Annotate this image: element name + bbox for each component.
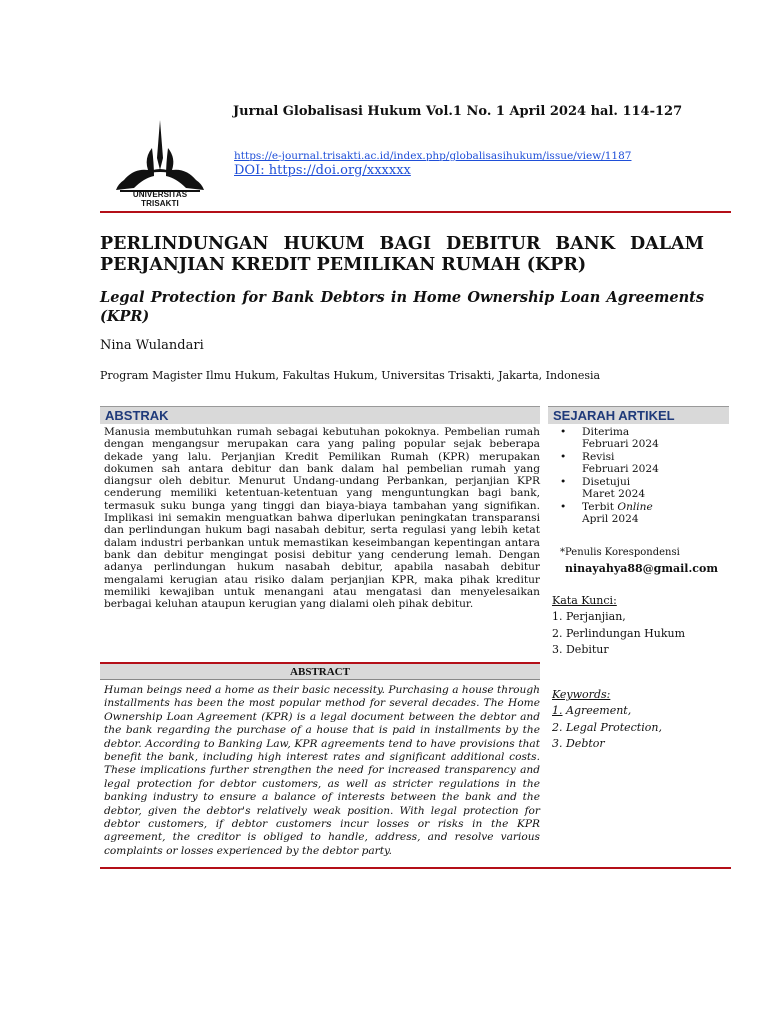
kata-kunci-item: 3. Debitur — [552, 643, 609, 656]
title-line-1: PERLINDUNGAN HUKUM BAGI DEBITUR BANK DALAM — [100, 234, 704, 254]
kata-kunci-item: 1. Perjanjian, — [552, 610, 626, 623]
footer-divider — [100, 867, 731, 869]
abstrak-body: Manusia membutuhkan rumah sebagai kebutuhan pokoknya. Pembelian rumah dengan mengangsur merupakan cara yang paling popular sejak beberapa dekade yang lalu. Perjanjian Kredit Pemilikan Rumah (KPR) merupakan dokumen sah antara debitur dan bank dalam hal pembelian rumah yang diangsur oleh debitur. Menurut Undang-undang Perbankan, perjanjian KPR cenderung memiliki ketentuan-ketentuan yang menguntungkan bagi bank, termasuk suku bunga yang tinggi dan biaya-biaya tambahan yang signifikan. Implikasi ini semakin menguatkan bahwa diperlukan peningkatan transparansi dan perlindungan hukum bagi nasabah debitur, serta regulasi yang lebih ketat dalam industri perbankan untuk memastikan keseimbangan kepentingan antara bank dan debitur mengingat posisi debitur yang cenderung lemah. Dengan adanya perlindungan hukum nasabah debitur, apabila nasabah debitur mengalami kerugian atau risiko dalam perjanjian KPR, maka pihak kreditur memiliki kewajiban untuk menangani atau mengatasi dan menyelesaikan berbagai keluhan ataupun kerugian yang dialami oleh pihak debitur. — [104, 426, 540, 611]
correspondence-email[interactable]: ninayahya88@gmail.com — [565, 562, 718, 575]
article-title — [100, 234, 704, 276]
keyword-item: 3. Debtor — [552, 737, 605, 750]
abstract-body: Human beings need a home as their basic necessity. Purchasing a house through installments has been the most popular method for several decades. The Home Ownership Loan Agreement (KPR) is a legal document between the debtor and the bank regarding the purchase of a house that is paid in installments by the debtor. According to Banking Law, KPR agreements tend to have provisions that benefit the bank, including high interest rates and significant additional costs. These implications further strengthen the need for increased transparency and legal protection for debtor customers, as well as stricter regulations in the banking industry to ensure a balance of interests between the bank and the debtor, given the debtor's relatively weak position. With legal protection for debtor customers, if debtor customers incur losses or risks in the KPR agreement, the creditor is obliged to handle, address, and resolve various complaints or losses experienced by the debtor party. — [104, 684, 540, 857]
kata-kunci-item: 2. Perlindungan Hukum — [552, 626, 686, 640]
abstract-divider — [100, 679, 540, 680]
keywords-heading: Keywords: — [552, 688, 611, 701]
subtitle-line-2: (KPR) — [100, 308, 150, 325]
history-item: • Terbit Online April 2024 — [560, 501, 653, 526]
article-subtitle — [100, 288, 704, 326]
subtitle-line-1: Legal Protection for Bank Debtors in Home Ownership Loan Agreements — [100, 289, 704, 306]
correspondence-label: *Penulis Korespondensi — [560, 547, 680, 558]
history-item: • Disetujui Maret 2024 — [560, 476, 646, 500]
keyword-item: 2. Legal Protection, — [552, 720, 662, 734]
journal-info: Jurnal Globalisasi Hukum Vol.1 No. 1 April 2024 hal. 114-127 — [233, 104, 683, 119]
issue-link[interactable]: https://e-journal.trisakti.ac.id/index.php/globalisasihukum/issue/view/1187 — [234, 150, 632, 162]
history-heading: SEJARAH ARTIKEL — [548, 406, 729, 424]
kata-kunci-list — [552, 609, 685, 659]
history-item: • Revisi Februari 2024 — [560, 451, 659, 475]
header-divider — [100, 211, 731, 213]
abstract-heading: ABSTRACT — [100, 662, 540, 680]
logo-text: UNIVERSITAS TRISAKTI — [132, 190, 188, 208]
author-name: Nina Wulandari — [100, 338, 204, 353]
abstrak-heading: ABSTRAK — [100, 406, 540, 424]
history-list — [556, 427, 736, 527]
history-item: • Diterima Februari 2024 — [560, 426, 659, 450]
keywords-list — [552, 703, 662, 753]
doi-link[interactable]: DOI: https://doi.org/xxxxxx — [234, 163, 411, 178]
author-affiliation: Program Magister Ilmu Hukum, Fakultas Hukum, Universitas Trisakti, Jakarta, Indonesia — [100, 369, 601, 382]
title-line-2: PERJANJIAN KREDIT PEMILIKAN RUMAH (KPR) — [100, 255, 587, 275]
kata-kunci-heading: Kata Kunci: — [552, 594, 617, 607]
keyword-item: 1. Agreement, — [552, 704, 632, 717]
